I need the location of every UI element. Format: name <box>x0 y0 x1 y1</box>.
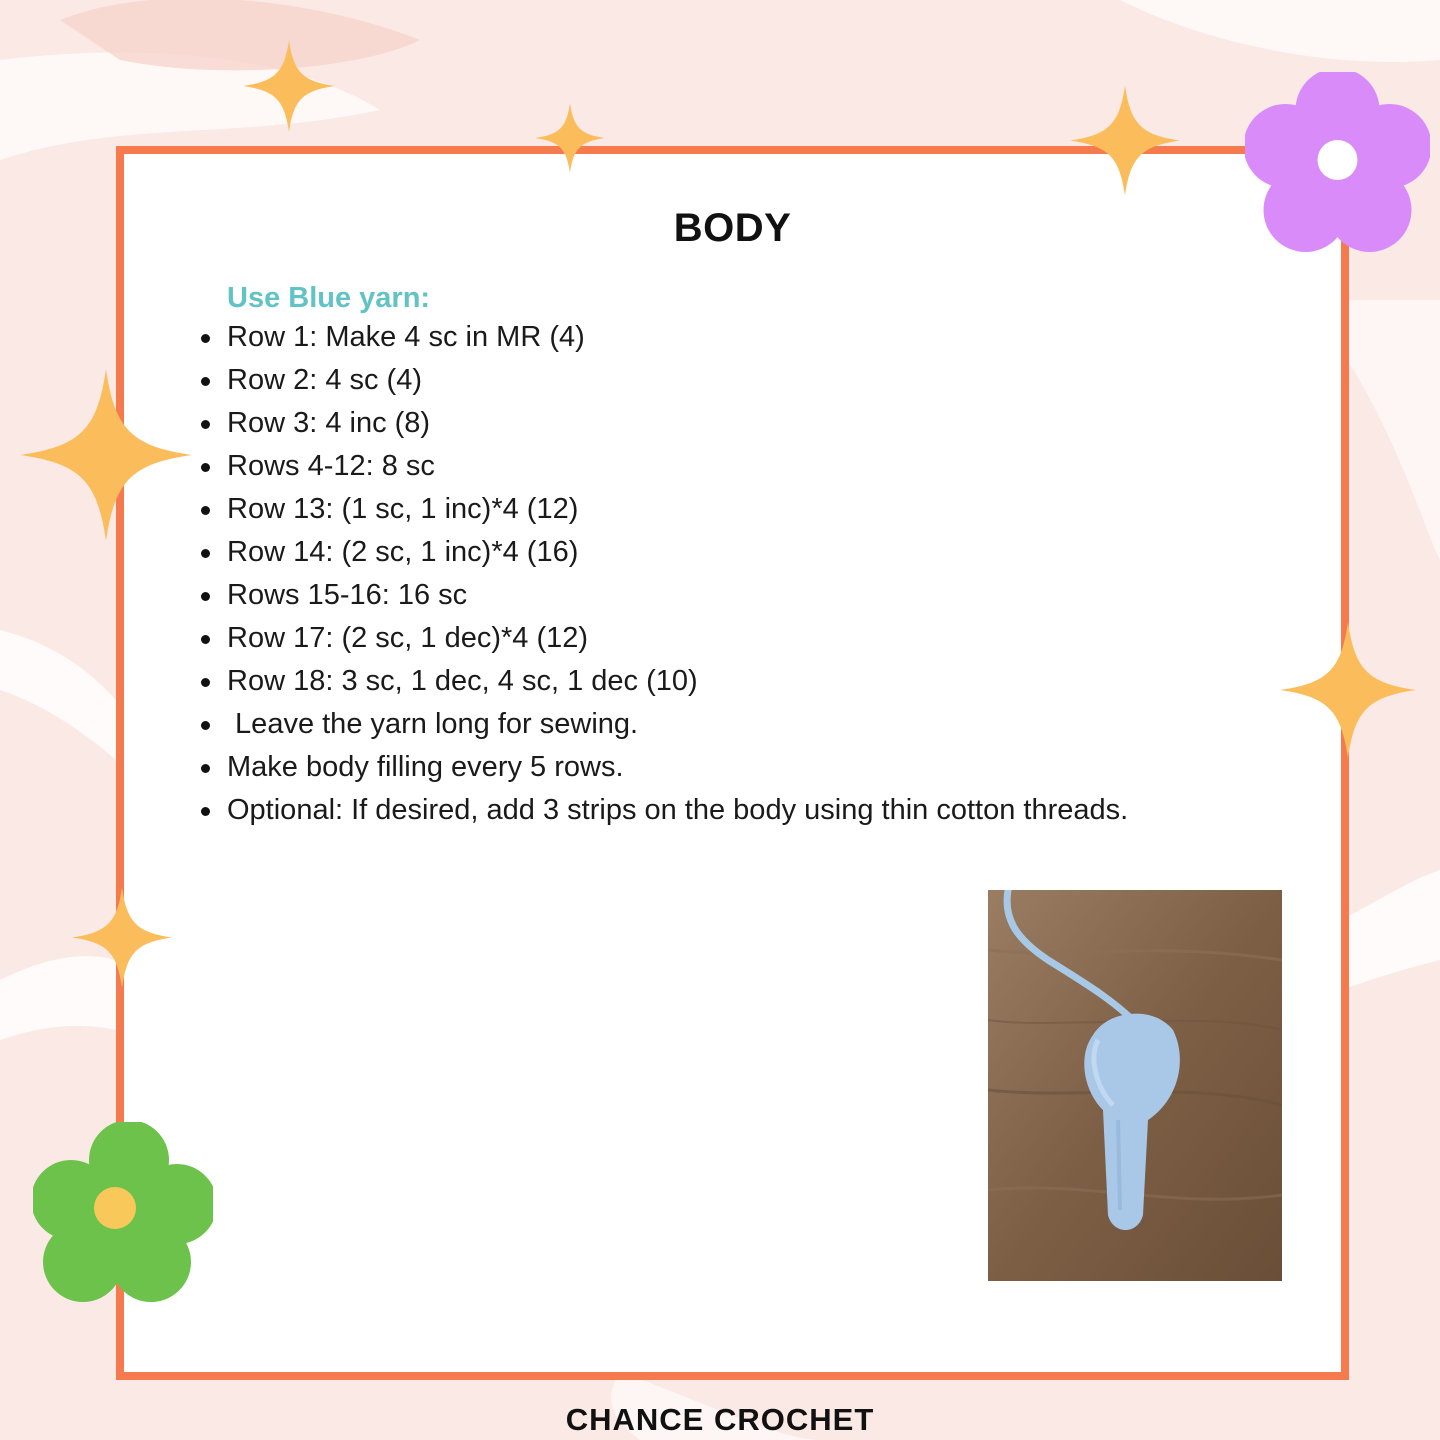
crochet-body-photo <box>988 890 1282 1281</box>
step-item: Row 14: (2 sc, 1 inc)*4 (16) <box>227 531 1128 574</box>
page-title: BODY <box>673 206 792 250</box>
sparkle-icon <box>535 103 605 173</box>
purple-flower-icon <box>1245 72 1430 252</box>
pattern-card <box>116 146 1349 1380</box>
step-item: Row 3: 4 inc (8) <box>227 402 1128 445</box>
step-item: Leave the yarn long for sewing. <box>227 703 1128 746</box>
sparkle-icon <box>1280 620 1416 760</box>
step-item: Row 17: (2 sc, 1 dec)*4 (12) <box>227 617 1128 660</box>
step-item: Rows 15-16: 16 sc <box>227 574 1128 617</box>
sparkle-icon <box>20 365 192 545</box>
step-item: Optional: If desired, add 3 strips on the body using thin cotton threads. <box>227 789 1128 832</box>
sparkle-icon <box>1070 83 1180 198</box>
sparkle-icon <box>243 40 335 132</box>
step-item: Make body filling every 5 rows. <box>227 746 1128 789</box>
brand-footer: CHANCE CROCHET <box>565 1402 875 1437</box>
green-flower-icon <box>33 1122 213 1302</box>
step-item: Row 1: Make 4 sc in MR (4) <box>227 316 1128 359</box>
step-item: Rows 4-12: 8 sc <box>227 445 1128 488</box>
step-item: Row 18: 3 sc, 1 dec, 4 sc, 1 dec (10) <box>227 660 1128 703</box>
steps-list <box>227 316 1128 832</box>
step-item: Row 13: (1 sc, 1 inc)*4 (12) <box>227 488 1128 531</box>
step-item: Row 2: 4 sc (4) <box>227 359 1128 402</box>
yarn-instruction: Use Blue yarn: <box>227 282 431 314</box>
sparkle-icon <box>72 885 172 990</box>
